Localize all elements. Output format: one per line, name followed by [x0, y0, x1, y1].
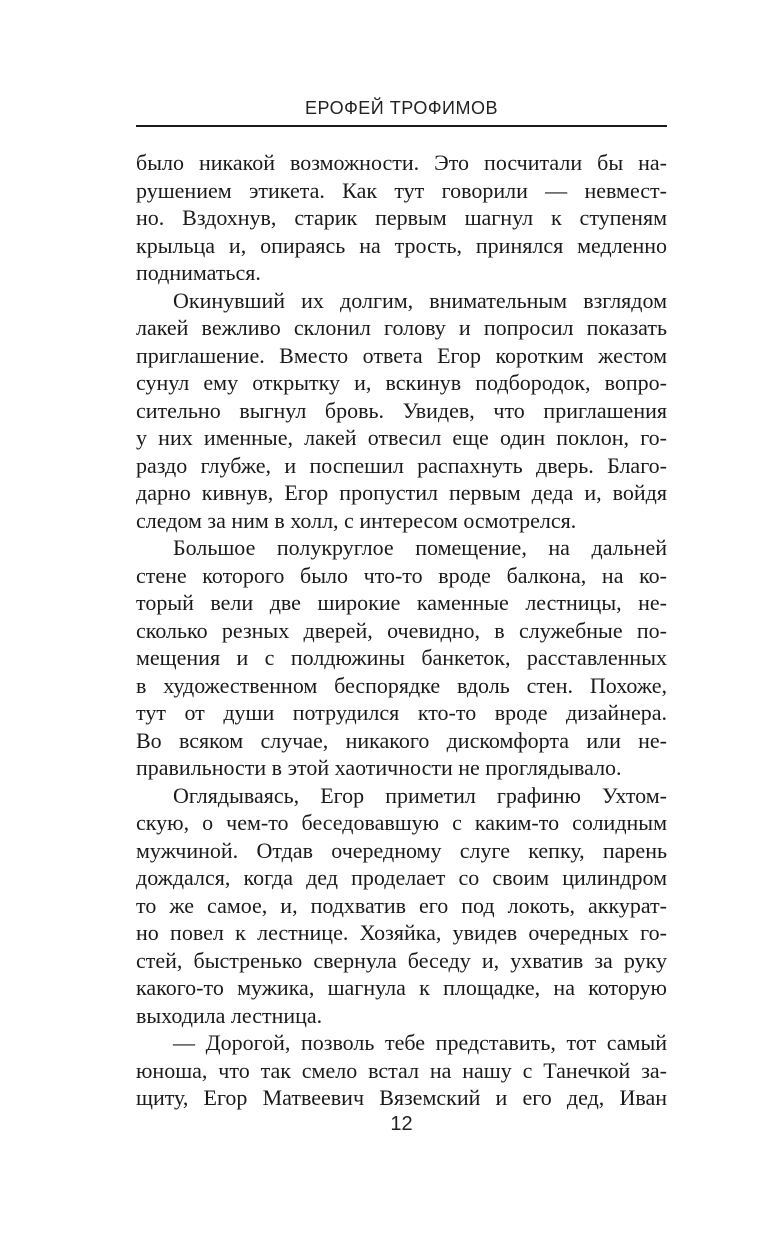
text-line: выходила лестница. [136, 1002, 323, 1028]
text-line: в художественном беспорядке вдоль стен. Похоже, [136, 672, 667, 698]
running-head-title: ЕРОФЕЙ ТРОФИМОВ [305, 98, 498, 118]
text-line: у них именные, лакей отвесил еще один поклон, го- [136, 425, 667, 450]
text-line: сколько резных дверей, очевидно, в служебные по- [136, 617, 667, 643]
text-line: крыльца и, опираясь на трость, принялся медленно [136, 232, 667, 258]
page-number: 12 [390, 1113, 413, 1135]
text-line: юноша, что так смело встал на нашу с Танечкой за- [136, 1057, 667, 1083]
text-line: скую, о чем-то беседовавшую с каким-то солидным [136, 810, 667, 835]
text-line: сительно выгнул бровь. Увидев, что приглашения [136, 397, 667, 423]
text-line: торый вели две широкие каменные лестницы, не- [136, 590, 667, 615]
text-line: лакей вежливо склонил голову и попросил показать [136, 315, 667, 340]
text-line: Оглядываясь, Егор приметил графиню Ухтом- [173, 782, 667, 808]
body-text [136, 149, 667, 1112]
text-line: — Дорогой, позволь тебе представить, тот самый [173, 1030, 667, 1055]
text-line: мужчиной. Отдав очередному слуге кепку, парень [136, 837, 667, 863]
text-line: Во всяком случае, никакого дискомфорта или не- [136, 727, 667, 753]
text-line: сунул ему открытку и, вскинув подбородок, вопро- [136, 370, 667, 395]
text-line: но. Вздохнув, старик первым шагнул к ступеням [136, 205, 667, 230]
text-line: Окинувший их долгим, внимательным взглядом [173, 287, 667, 313]
text-line: то же самое, и, подхватив его под локоть, аккурат- [136, 892, 667, 918]
text-line: подниматься. [136, 260, 261, 285]
text-line: щиту, Егор Матвеевич Вяземский и его дед, Иван [136, 1085, 667, 1110]
text-line: тут от души потрудился кто-то вроде дизайнера. [136, 700, 667, 725]
text-line: Большое полукруглое помещение, на дальней [173, 535, 667, 560]
text-line: дождался, когда дед проделает со своим цилиндром [136, 865, 667, 890]
text-line: какого-то мужика, шагнула к площадке, на которую [136, 975, 667, 1000]
text-line: следом за ним в холл, с интересом осмотрелся. [136, 507, 577, 533]
text-line: раздо глубже, и поспешил распахнуть дверь. Благо- [136, 452, 667, 478]
text-line: правильности в этой хаотичности не проглядывало. [136, 755, 622, 780]
text-line: но повел к лестнице. Хозяйка, увидев очередных го- [136, 920, 667, 945]
text-line: мещения и с полдюжины банкеток, расставленных [136, 645, 667, 670]
text-line: дарно кивнув, Егор пропустил первым деда и, войдя [136, 480, 667, 505]
text-line: приглашение. Вместо ответа Егор коротким жестом [136, 342, 667, 368]
header-rule [136, 125, 667, 127]
text-line: рушением этикета. Как тут говорили — невмест- [136, 177, 667, 203]
text-line: стей, быстренько свернула беседу и, ухватив за руку [136, 947, 667, 973]
text-line: было никакой возможности. Это посчитали бы на- [136, 150, 667, 175]
text-line: стене которого было что-то вроде балкона, на ко- [136, 562, 667, 588]
